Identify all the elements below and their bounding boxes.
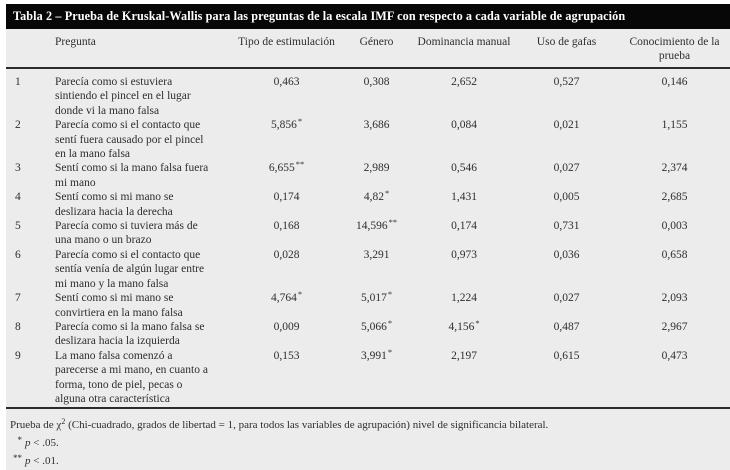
statistic-value: 0,463: [273, 76, 300, 88]
statistic-value: 4,156*: [448, 317, 480, 333]
question-text: Sentí como si la mano falsa fuera mi mano: [55, 162, 209, 189]
footnote-general: [10, 414, 724, 433]
question-number: 7: [15, 292, 21, 305]
table-row: [6, 190, 730, 219]
statistic-value: 0,658: [661, 248, 688, 261]
statistic-value: 3,991*: [360, 346, 393, 362]
statistic-value: 0,731: [553, 220, 580, 233]
statistic-value: 2,967: [661, 320, 688, 333]
statistic-value: 0,527: [553, 76, 580, 88]
statistic-value: 0,473: [661, 349, 688, 362]
question-text: Parecía como si el contacto que sentí fuera causado por el pincel en la mano falsa: [55, 119, 204, 161]
question-number: 8: [15, 320, 21, 333]
statistic-value: 0,003: [661, 220, 688, 233]
statistic-value: 6,655**: [268, 159, 305, 175]
footnote-chi-exponent: 2: [61, 417, 66, 426]
statistic-value: 0,174: [451, 220, 477, 233]
statistic-value: 0,021: [553, 119, 580, 132]
statistic-value: 0,036: [553, 248, 580, 261]
table-row: [6, 248, 730, 291]
statistic-value: 0,084: [451, 119, 477, 132]
statistic-value: 0,973: [451, 248, 477, 261]
double-asterisk-marker: **: [13, 453, 22, 463]
statistic-value: 1,155: [661, 119, 688, 132]
table-container: [6, 29, 730, 470]
table-body: [6, 68, 730, 406]
question-number: 6: [15, 248, 21, 261]
statistic-value: 2,093: [661, 292, 688, 305]
statistic-value: 4,764*: [270, 289, 303, 305]
header-pregunta: Pregunta: [46, 29, 234, 68]
header-number-column: [6, 29, 46, 68]
footnote-sig-05: [10, 433, 724, 451]
statistic-value: 2,652: [451, 76, 477, 88]
statistic-value: 0,009: [273, 320, 300, 333]
statistic-value: 4,82*: [363, 188, 390, 204]
header-conocimiento-de-la-prueba: Conocimiento de la prueba: [619, 29, 730, 68]
asterisk-marker: *: [17, 435, 22, 445]
question-number: 3: [15, 162, 21, 175]
table-title-bar: [6, 4, 730, 29]
statistic-value: 2,685: [661, 191, 688, 204]
statistic-value: 0,174: [273, 191, 300, 204]
question-text: Sentí como si mi mano se deslizara hacia la derecha: [55, 191, 174, 218]
statistic-value: 0,027: [553, 292, 580, 305]
question-number: 2: [15, 119, 21, 132]
statistic-value: 0,615: [553, 349, 580, 362]
significance-marker: *: [387, 317, 393, 328]
question-text: Parecía como si estuviera sintiendo el pincel en el lugar donde vi la mano falsa: [55, 76, 191, 117]
significance-marker: *: [387, 346, 393, 357]
p-symbol: p: [25, 455, 31, 467]
table-title: Tabla 2 – Prueba de Kruskal-Wallis para las preguntas de la escala IMF con respecto a cada variable de agrupación: [13, 9, 626, 23]
header-dominancia-manual: Dominancia manual: [414, 29, 514, 68]
statistic-value: 1,431: [451, 191, 477, 204]
question-number: 5: [15, 220, 21, 233]
significance-marker: **: [388, 217, 398, 228]
statistic-value: 2,197: [451, 349, 477, 362]
question-text: Sentí como si mi mano se convirtiera en la mano falsa: [55, 292, 183, 319]
statistic-value: 0,146: [661, 76, 688, 88]
question-number: 1: [15, 76, 21, 88]
statistic-value: 0,028: [273, 248, 300, 261]
statistic-value: 0,005: [553, 191, 580, 204]
column-header-row: [6, 29, 730, 68]
statistic-value: 0,027: [553, 162, 580, 175]
significance-marker: *: [384, 188, 390, 199]
question-number: 9: [15, 349, 21, 362]
statistic-value: 5,017*: [360, 289, 393, 305]
table-row: [6, 349, 730, 407]
significance-marker: *: [297, 289, 303, 300]
p-threshold: < .05.: [30, 437, 59, 449]
question-text: La mano falsa comenzó a parecerse a mi mano, en cuanto a forma, tono de piel, pecas o alguna otra característica: [55, 349, 208, 405]
table-row: [6, 219, 730, 248]
question-text: Parecía como si tuviera más de una mano o un brazo: [55, 220, 198, 247]
p-threshold: < .01.: [30, 455, 59, 467]
footnotes: [6, 407, 730, 470]
footnote-general-rest: (Chi-cuadrado, grados de libertad = 1, para todos las variables de agrupación) nivel de significancia bilateral.: [65, 419, 549, 431]
question-text: Parecía como si el contacto que sentía venía de algún lugar entre mi mano y la mano falsa: [55, 248, 205, 290]
question-text: Parecía como si la mano falsa se deslizara hacia la izquierda: [55, 320, 205, 348]
header-genero: Género: [339, 29, 414, 68]
table-row: [6, 320, 730, 349]
statistic-value: 5,856*: [270, 116, 303, 132]
statistic-value: 1,224: [451, 292, 477, 305]
statistic-value: 0,546: [451, 162, 477, 175]
statistic-value: 0,308: [363, 76, 390, 88]
question-number: 4: [15, 191, 21, 204]
significance-marker: *: [297, 116, 303, 127]
table-row: [6, 291, 730, 320]
significance-marker: **: [295, 159, 305, 170]
footnote-sig-01: [10, 451, 724, 469]
statistic-value: 0,168: [273, 220, 300, 233]
table-row: [6, 118, 730, 161]
footnote-chi-text: Prueba de χ: [10, 419, 62, 431]
kruskal-wallis-table: [6, 29, 730, 406]
statistic-value: 3,291: [363, 248, 390, 261]
significance-marker: *: [475, 317, 480, 328]
statistic-value: 0,487: [553, 320, 580, 333]
header-tipo-de-estimulacion: Tipo de estimulación: [234, 29, 339, 68]
statistic-value: 2,989: [363, 162, 390, 175]
statistic-value: 14,596**: [355, 217, 398, 233]
statistic-value: 3,686: [363, 119, 390, 132]
statistic-value: 0,153: [273, 349, 300, 362]
statistic-value: 2,374: [661, 162, 688, 175]
table-row: [6, 161, 730, 190]
header-uso-de-gafas: Uso de gafas: [514, 29, 619, 68]
significance-marker: *: [387, 289, 393, 300]
p-symbol: p: [25, 437, 31, 449]
statistic-value: 5,066*: [360, 317, 393, 333]
table-row: [6, 68, 730, 118]
